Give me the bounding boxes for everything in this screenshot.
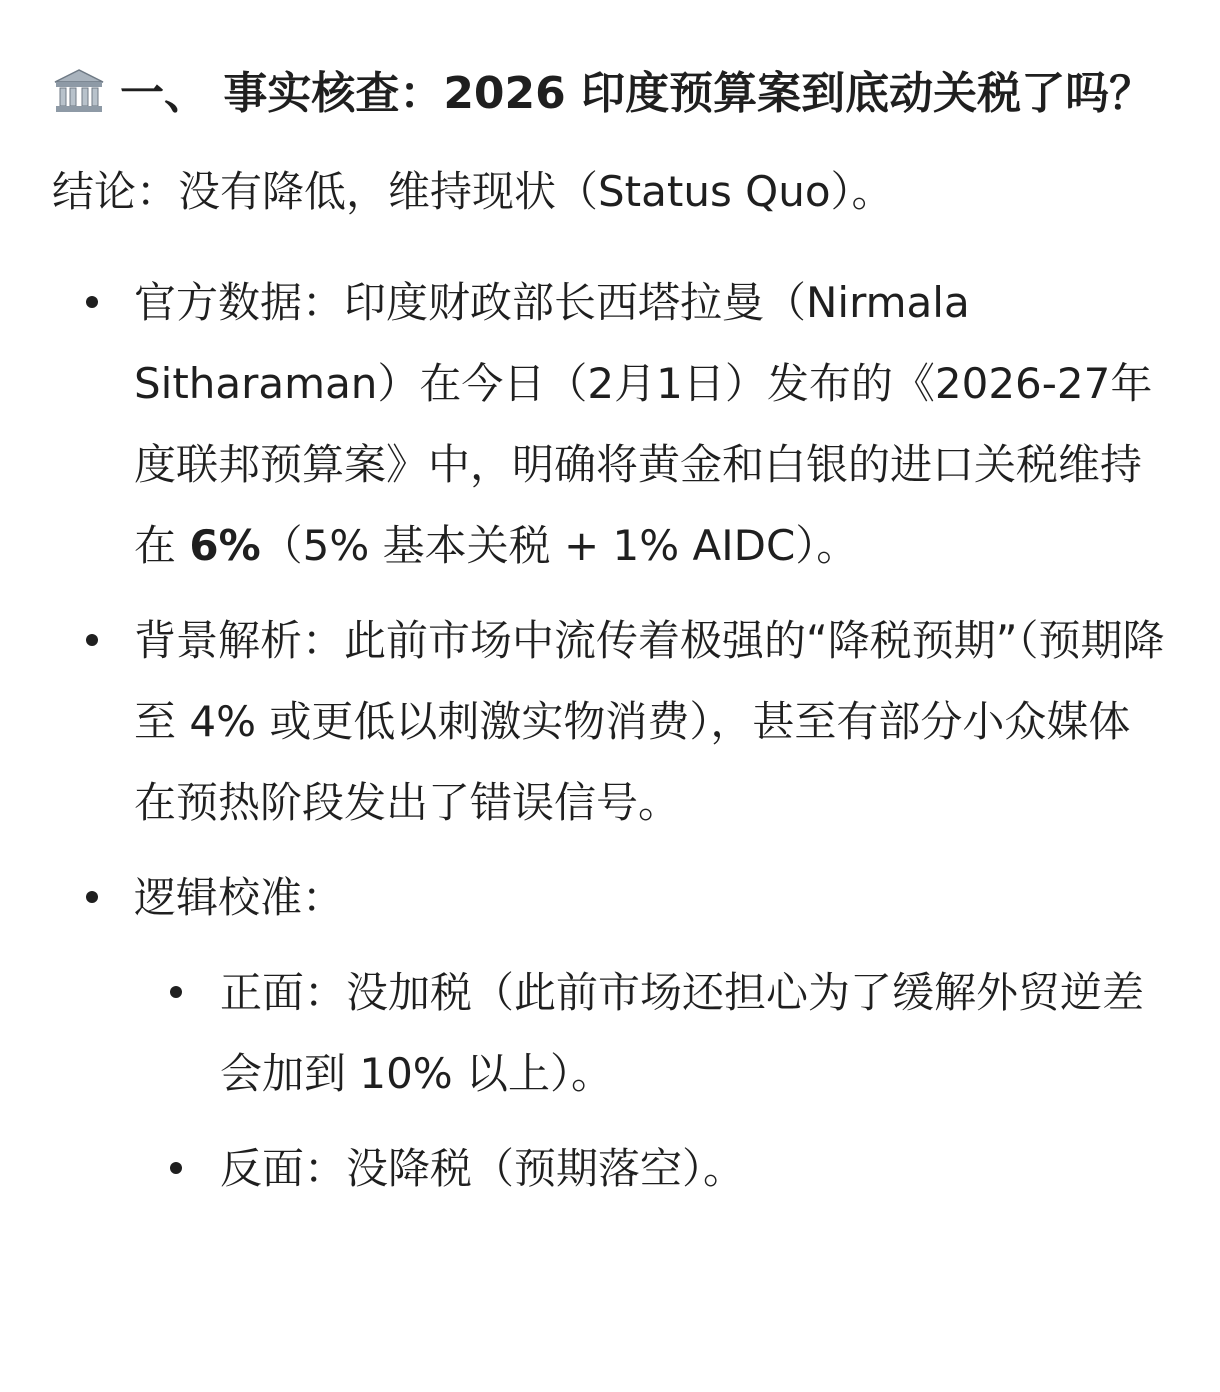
document-body [52, 52, 1172, 1209]
sub-bullet-list [134, 952, 1172, 1209]
sub-item-text: 没降税（预期落空）。 [346, 1144, 746, 1193]
classical-building-icon [52, 68, 106, 114]
sub-item-positive [134, 952, 1172, 1114]
list-item-logic [52, 857, 1172, 1209]
item-label: 逻辑校准： [134, 873, 345, 922]
sub-item-text: 没加税（此前市场还担心为了缓解外贸逆差会加到 10% 以上）。 [220, 968, 1145, 1098]
conclusion-text: 结论：没有降低，维持现状（Status Quo）。 [52, 167, 894, 216]
item-text: 此前市场中流传着极强的“降税预期”（预期降至 4% 或更低以刺激实物消费），甚至有部分小众媒体在预热阶段发出了错误信号。 [134, 616, 1165, 827]
list-item-official-data [52, 262, 1172, 586]
list-item-background [52, 600, 1172, 843]
sub-item-negative [134, 1128, 1172, 1209]
section-heading [52, 52, 1172, 136]
sub-item-label: 反面： [220, 1144, 347, 1193]
item-text-after: （5% 基本关税 + 1% AIDC）。 [260, 521, 859, 570]
item-label: 官方数据： [134, 278, 345, 327]
item-label: 背景解析： [134, 616, 345, 665]
sub-item-label: 正面： [220, 968, 347, 1017]
item-text: 印度财政部长西塔拉曼（Nirmala Sitharaman）在今日（2月1日）发布的《2026-27年度联邦预算案》中，明确将黄金和白银的进口关税维持在 [134, 278, 1153, 570]
heading-text: 一、 事实核查：2026 印度预算案到底动关税了吗？ [120, 68, 1154, 119]
tariff-highlight: 6% [189, 521, 261, 570]
bullet-list [52, 262, 1172, 1209]
